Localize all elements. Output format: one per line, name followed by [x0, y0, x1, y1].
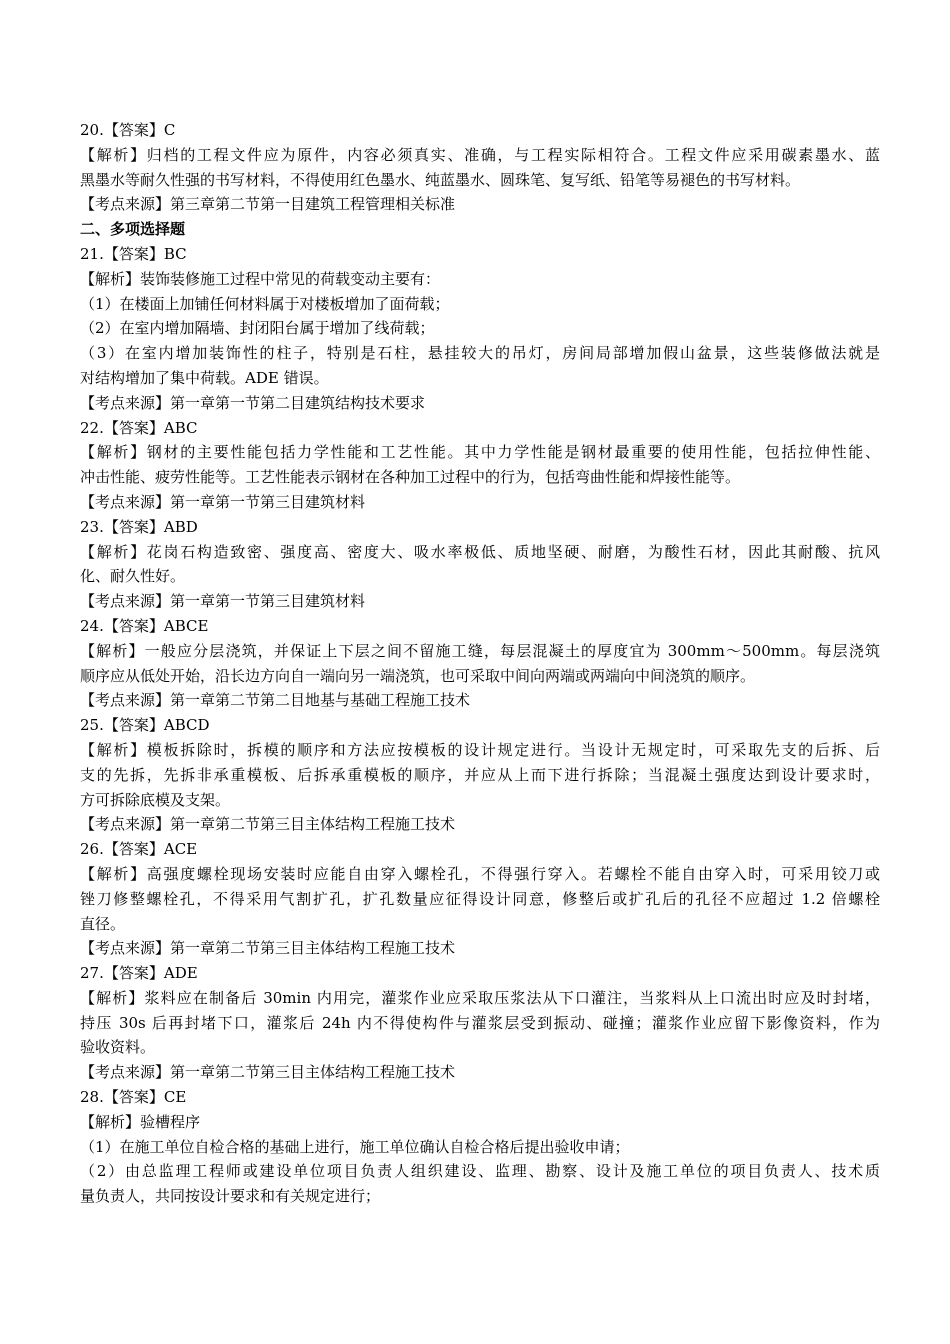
text-line: （1）在施工单位自检合格的基础上进行，施工单位确认自检合格后提出验收申请； [80, 1137, 630, 1156]
text-line: 黑墨水等耐久性强的书写材料，不得使用红色墨水、纯蓝墨水、圆珠笔、复写纸、铅笔等易褪色的书写材料。 [80, 170, 801, 189]
text-line: 【解析】浆料应在制备后 30min 内用完，灌浆作业应采取压浆法从下口灌注，当浆料从上口流出时应及时封堵， [80, 988, 880, 1007]
text-line: 【考点来源】第一章第一节第三目建筑材料 [80, 492, 366, 511]
text-line: 【解析】钢材的主要性能包括力学性能和工艺性能。其中力学性能是钢材最重要的使用性能，包括拉伸性能、 [80, 443, 880, 462]
text-line: 量负责人，共同按设计要求和有关规定进行； [80, 1187, 381, 1206]
text-line: 21.【答案】BC [80, 244, 187, 263]
text-line: 【解析】花岗石构造致密、强度高、密度大、吸水率极低、质地坚硬、耐磨，为酸性石材，因此其耐酸、抗风 [80, 542, 880, 561]
text-line: 20.【答案】C [80, 121, 176, 139]
text-line: 【考点来源】第一章第二节第二目地基与基础工程施工技术 [80, 691, 471, 710]
text-line: （3）在室内增加装饰性的柱子，特别是石柱，悬挂较大的吊灯，房间局部增加假山盆景，这些装修做法就是 [80, 344, 880, 363]
text-line: 22.【答案】ABC [80, 418, 198, 437]
text-line: 【考点来源】第三章第二节第一目建筑工程管理相关标准 [80, 195, 456, 214]
text-line: 26.【答案】ACE [80, 840, 198, 859]
text-line: 24.【答案】ABCE [80, 616, 209, 635]
text-line: 27.【答案】ADE [80, 964, 198, 983]
text-line: 【解析】验槽程序 [80, 1112, 201, 1131]
text-line: 【考点来源】第一章第二节第三目主体结构工程施工技术 [80, 815, 456, 834]
text-line: 冲击性能、疲劳性能等。工艺性能表示钢材在各种加工过程中的行为，包括弯曲性能和焊接性能等。 [80, 468, 741, 487]
text-line: （1）在楼面上加铺任何材料属于对楼板增加了面荷载； [80, 294, 450, 313]
text-line: 【考点来源】第一章第一节第三目建筑材料 [80, 592, 366, 611]
text-line: 锉刀修整螺栓孔，不得采用气割扩孔，扩孔数量应征得设计同意，修整后或扩孔后的孔径不应超过 1.2 倍螺栓 [80, 889, 880, 908]
document-page [80, 118, 880, 1209]
text-line: （2）在室内增加隔墙、封闭阳台属于增加了线荷载； [80, 319, 435, 338]
text-line: 验收资料。 [80, 1038, 156, 1057]
text-line: 持压 30s 后再封堵下口，灌浆后 24h 内不得使构件与灌浆层受到振动、碰撞；灌浆作业应留下影像资料，作为 [80, 1013, 880, 1032]
text-line: 【解析】归档的工程文件应为原件，内容必须真实、准确，与工程实际相符合。工程文件应采用碳素墨水、蓝 [80, 145, 880, 164]
text-line: 28.【答案】CE [80, 1088, 187, 1107]
text-line: 【解析】高强度螺栓现场安装时应能自由穿入螺栓孔，不得强行穿入。若螺栓不能自由穿入时，可采用铰刀或 [80, 864, 880, 883]
text-line: 化、耐久性好。 [80, 567, 186, 586]
text-line: 25.【答案】ABCD [80, 716, 210, 735]
text-line: 【考点来源】第一章第二节第三目主体结构工程施工技术 [80, 939, 456, 958]
text-line: （2）由总监理工程师或建设单位项目负责人组织建设、监理、勘察、设计及施工单位的项目负责人、技术质 [80, 1162, 880, 1181]
text-line: 直径。 [80, 914, 126, 933]
text-line: 【考点来源】第一章第二节第三目主体结构工程施工技术 [80, 1063, 456, 1082]
text-line: 顺序应从低处开始，沿长边方向自一端向另一端浇筑，也可采取中间向两端或两端向中间浇筑的顺序。 [80, 666, 756, 685]
text-line: 方可拆除底模及支架。 [80, 790, 231, 809]
text-line: 【考点来源】第一章第一节第二目建筑结构技术要求 [80, 393, 426, 412]
text-line: 对结构增加了集中荷载。ADE 错误。 [80, 368, 329, 387]
text-line: 23.【答案】ABD [80, 517, 198, 536]
text-line: 【解析】一般应分层浇筑，并保证上下层之间不留施工缝，每层混凝土的厚度宜为 300mm～500mm。每层浇筑 [80, 641, 880, 660]
text-line: 【解析】装饰装修施工过程中常见的荷载变动主要有： [80, 269, 441, 288]
section-heading: 二、多项选择题 [80, 220, 186, 239]
text-line: 支的先拆，先拆非承重模板、后拆承重模板的顺序，并应从上而下进行拆除；当混凝土强度达到设计要求时， [80, 765, 880, 784]
text-line: 【解析】模板拆除时，拆模的顺序和方法应按模板的设计规定进行。当设计无规定时，可采取先支的后拆、后 [80, 740, 880, 759]
